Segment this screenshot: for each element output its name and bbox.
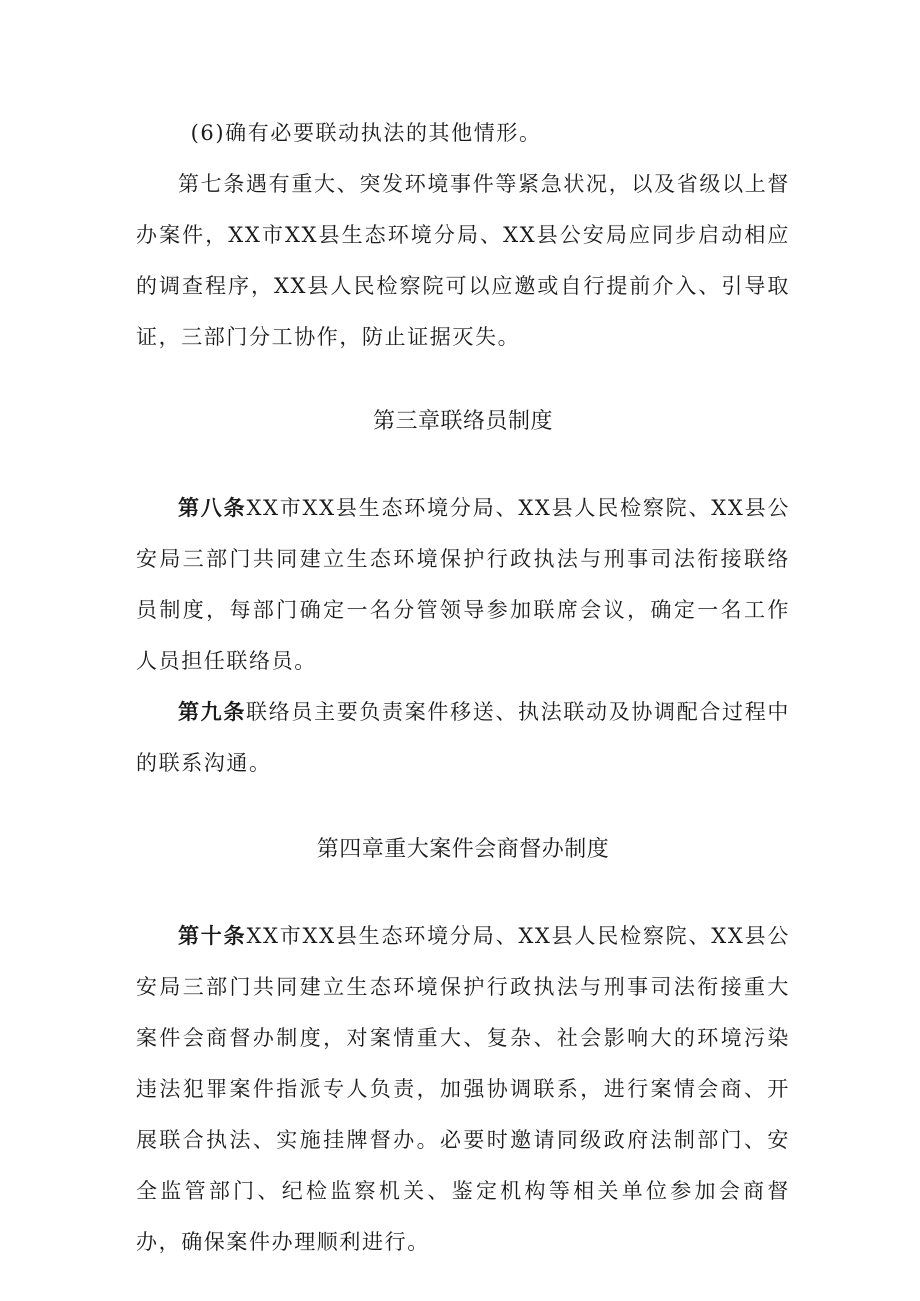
paragraph-article-10 xyxy=(136,911,790,1268)
chapter-3-title: 第三章联络员制度 xyxy=(372,409,553,434)
paragraph-article-7: 第七条遇有重大、突发环境事件等紧急状况，以及省级以上督办案件，XX市XX县生态环境分局、XX县公安局应同步启动相应的调查程序，XX县人民检察院可以应邀或自行提前介入、引导取证，三部门分工协作，防止证据灭失。 xyxy=(136,172,790,349)
document-page xyxy=(136,108,790,1268)
chapter-4-title: 第四章重大案件会商督办制度 xyxy=(316,837,610,862)
article-9-label: 第九条 xyxy=(178,700,247,724)
article-8-label: 第八条 xyxy=(178,496,247,520)
article-8-text: XX市XX县生态环境分局、XX县人民检察院、XX县公安局三部门共同建立生态环境保护行政执法与刑事司法衔接联络员制度，每部门确定一名分管领导参加联席会议，确定一名工作人员担任联络员。 xyxy=(136,496,790,673)
paragraph-article-8 xyxy=(136,483,790,687)
article-10-text: XX市XX县生态环境分局、XX县人民检察院、XX县公安局三部门共同建立生态环境保护行政执法与刑事司法衔接重大案件会商督办制度，对案情重大、复杂、社会影响大的环境污染违法犯罪案件指派专人负责，加强协调联系，进行案情会商、开展联合执法、实施挂牌督办。必要时邀请同级政府法制部门、安全监管部门、纪检监察机关、鉴定机构等相关单位参加会商督办，确保案件办理顺利进行。 xyxy=(136,924,790,1254)
paragraph-article-9 xyxy=(136,687,790,789)
paragraph-item-6: (6)确有必要联动执法的其他情形。 xyxy=(190,121,542,145)
article-10-label: 第十条 xyxy=(178,924,247,948)
article-9-text: 联络员主要负责案件移送、执法联动及协调配合过程中的联系沟通。 xyxy=(136,700,790,775)
